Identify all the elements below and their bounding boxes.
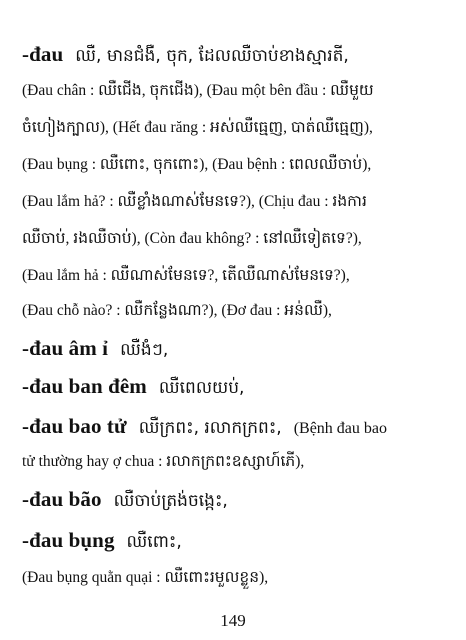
headword: -đau âm ỉ xyxy=(22,336,109,360)
example-line: (Đau lắm hả? : ឈឺខ្លាំងណាស់មែនទេ?), (Chịu đau : រងការ xyxy=(22,193,367,210)
entry-dau-ban-dem xyxy=(22,376,452,397)
khmer-definition: ឈឺក្រពះ, រលាកក្រពះ, xyxy=(138,418,282,438)
example-start: (Bệnh đau bao xyxy=(293,420,388,437)
page-number: 149 xyxy=(220,611,246,630)
khmer-definition: ឈឺងំៗ, xyxy=(120,340,169,360)
headword: -đau bão xyxy=(22,487,102,511)
khmer-definition: ឈឺចាប់ត្រង់ចង្កេះ, xyxy=(113,491,228,511)
headword: -đau bao tử xyxy=(22,414,127,438)
entry-dau-bao-tu xyxy=(22,416,452,437)
example-line: (Đau lắm hả : ឈឺណាស់មែនទេ?, តើឈឺណាស់មែនទេ?), xyxy=(22,267,350,284)
example-line: (Đau bụng : ឈឺពោះ, ចុកពោះ), (Đau bệnh : ពេលឈឺចាប់), xyxy=(22,156,372,173)
example-line: ឈឺចាប់, រងឈឺចាប់), (Còn đau không? : នៅឈឺទៀតទេ?), xyxy=(22,230,362,247)
khmer-definition: ឈឺពេលយប់, xyxy=(158,378,245,398)
example-line: (Đau chân : ឈឺជើង, ចុកជើង), (Đau một bên đầu : ឈឺមួយ xyxy=(22,82,374,99)
entry-dau-am-i xyxy=(22,338,452,359)
khmer-definition: ឈឺ, មានជំងឺ, ចុក, ដែលឈឺចាប់ខាងស្មារតី, xyxy=(75,46,349,66)
headword: -đau xyxy=(22,42,64,66)
example-line: tử thường hay ợ chua : រលាកក្រពះឧស្សាហ៍ភើ), xyxy=(22,453,305,470)
headword: -đau ban đêm xyxy=(22,374,147,398)
entry-dau-bung xyxy=(22,530,452,551)
headword: -đau bụng xyxy=(22,528,115,552)
example-line: ចំហៀងក្បាល), (Hết đau răng : អស់ឈឺធ្មេញ, បាត់ឈឺធ្មេញ), xyxy=(22,119,373,136)
khmer-definition: ឈឺពោះ, xyxy=(126,532,182,552)
entry-dau-bao xyxy=(22,489,452,510)
entry-dau xyxy=(22,44,452,65)
example-line: (Đau chỗ nào? : ឈឺកន្លែងណា?), (Đơ đau : អន់ឈឺ), xyxy=(22,302,332,319)
example-line: (Đau bụng quằn quại : ឈឺពោះរមួលខ្លួន), xyxy=(22,569,269,586)
